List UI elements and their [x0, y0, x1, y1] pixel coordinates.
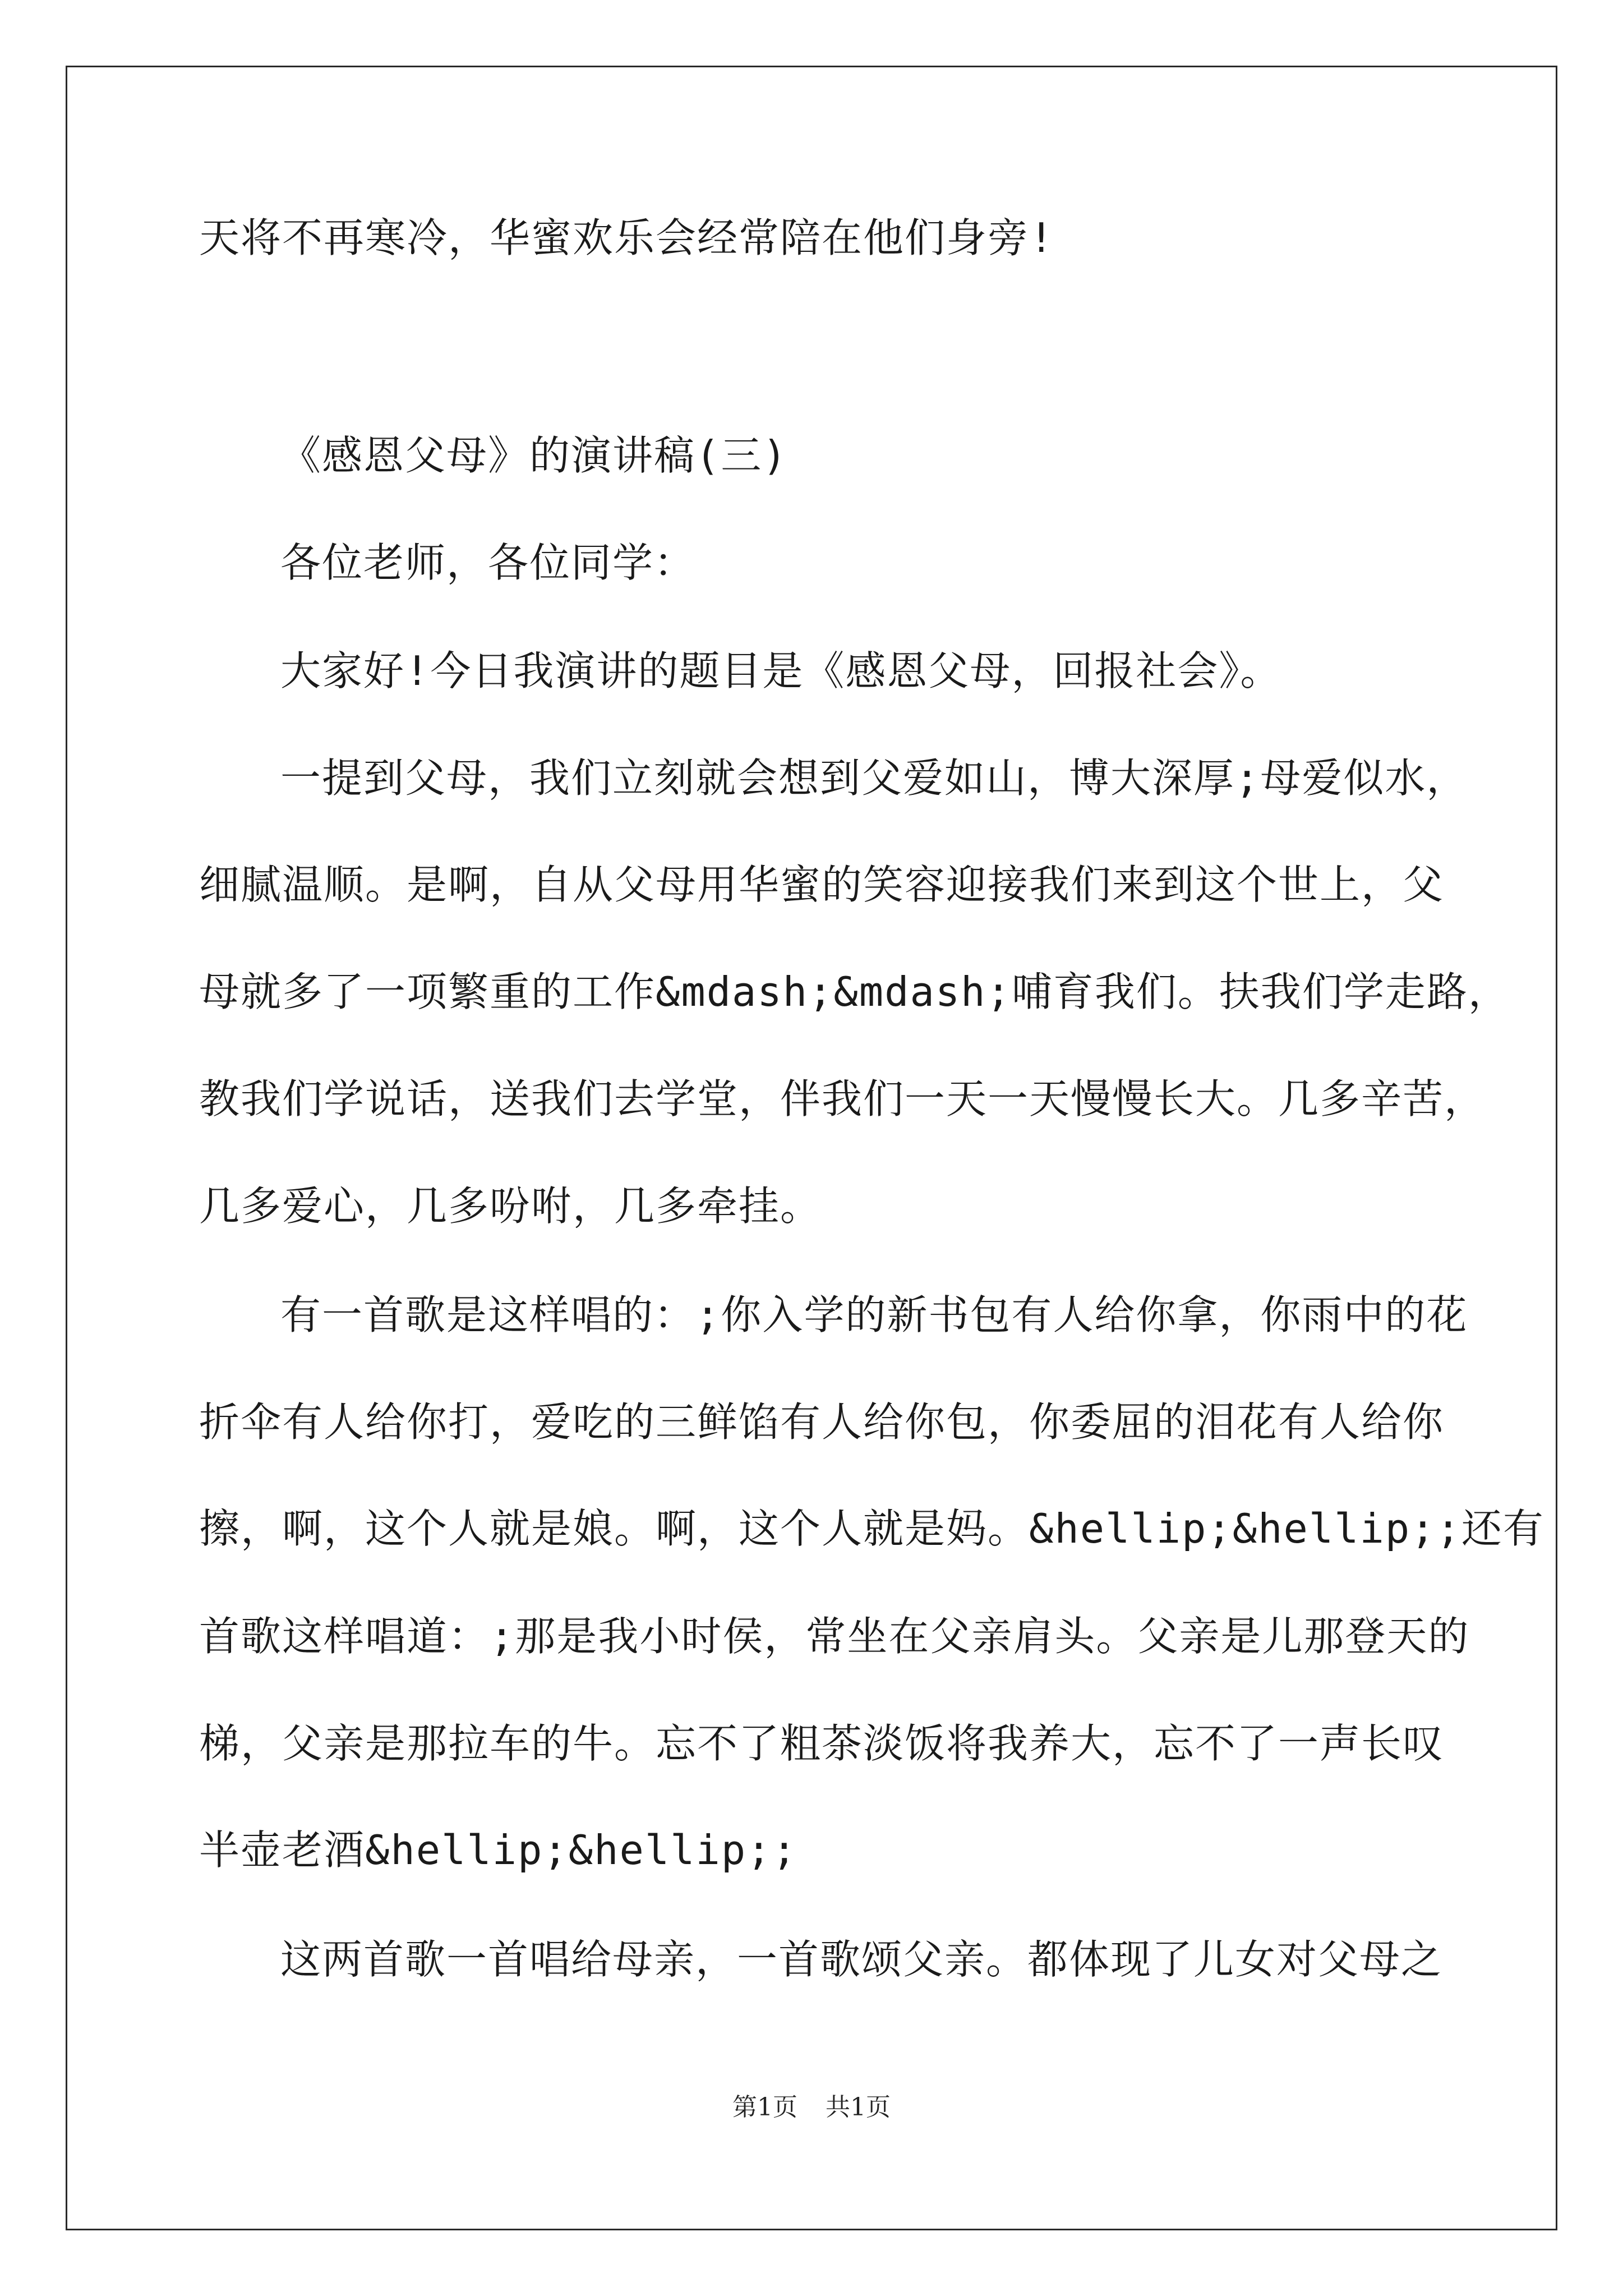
page-number-current: 第1页: [732, 2093, 797, 2122]
salutation: 各位老师，各位同学：: [280, 539, 696, 586]
paragraph-line: 擦，啊，这个人就是娘。啊，这个人就是妈。&hellip;&hellip;;还有: [199, 1505, 1544, 1552]
paragraph-line: 有一首歌是这样唱的：;你入学的新书包有人给你拿，你雨中的花: [280, 1291, 1468, 1338]
paragraph-line: 这两首歌一首唱给母亲，一首歌颂父亲。都体现了儿女对父母之: [280, 1936, 1443, 1983]
page-number-total: 共1页: [826, 2093, 891, 2122]
paragraph-line: 细腻温顺。是啊，自从父母用华蜜的笑容迎接我们来到这个世上，父: [199, 861, 1445, 908]
page-border: [66, 66, 1557, 2230]
paragraph-line: 半壶老酒&hellip;&hellip;;: [199, 1826, 797, 1874]
paragraph-line: 天将不再寒冷，华蜜欢乐会经常陪在他们身旁!: [199, 214, 1055, 261]
section-title: 《感恩父母》的演讲稿(三): [280, 432, 788, 479]
paragraph-line: 几多爱心，几多吩咐，几多牵挂。: [199, 1182, 822, 1230]
paragraph-line: 梯，父亲是那拉车的牛。忘不了粗茶淡饭将我养大，忘不了一声长叹: [199, 1720, 1445, 1767]
paragraph-line: 首歌这样唱道：;那是我小时侯，常坐在父亲肩头。父亲是儿那登天的: [199, 1613, 1470, 1660]
paragraph-line: 一提到父母，我们立刻就会想到父爱如山，博大深厚;母爱似水，: [280, 754, 1468, 802]
paragraph-line: 折伞有人给你打，爱吃的三鲜馅有人给你包，你委屈的泪花有人给你: [199, 1398, 1445, 1446]
paragraph-line: 大家好!今日我演讲的题目是《感恩父母，回报社会》。: [280, 647, 1282, 694]
page-footer: [0, 2087, 1623, 2123]
paragraph-line: 教我们学说话，送我们去学堂，伴我们一天一天慢慢长大。几多辛苦，: [199, 1075, 1486, 1122]
paragraph-line: 母就多了一项繁重的工作&mdash;&mdash;哺育我们。扶我们学走路，: [199, 968, 1510, 1015]
